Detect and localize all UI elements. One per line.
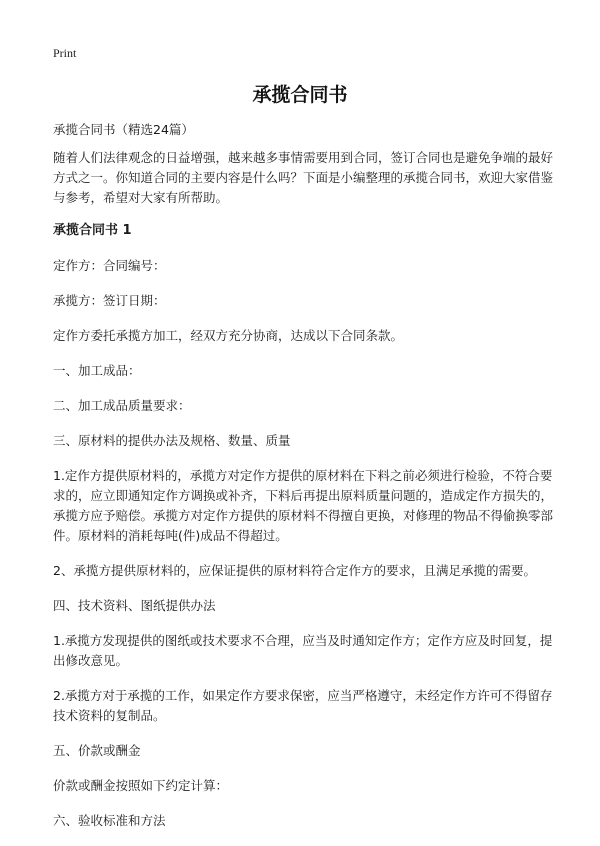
- intro-paragraph: 随着人们法律观念的日益增强，越来越多事情需要用到合同，签订合同也是避免争端的最好方式之一。你知道合同的主要内容是什么吗？下面是小编整理的承揽合同书，欢迎大家借鉴与参考，希望对大家有所帮助。: [53, 150, 554, 205]
- clause-heading-5: 五、价款或酬金: [53, 743, 141, 758]
- paragraph-contractor: 承揽方：签订日期：: [53, 293, 166, 308]
- clause-3-item-2: 2、承揽方提供原材料的，应保证提供的原材料符合定作方的要求，且满足承揽的需要。: [53, 563, 536, 578]
- print-link[interactable]: Print: [53, 46, 77, 60]
- paragraph-client: 定作方：合同编号：: [53, 258, 166, 273]
- section-heading: 承揽合同书 1: [53, 223, 132, 238]
- paragraph-agreement: 定作方委托承揽方加工，经双方充分协商，达成以下合同条款。: [53, 328, 404, 343]
- document-body: [53, 120, 553, 846]
- clause-heading-6: 六、验收标准和方法: [53, 813, 166, 828]
- clause-heading-4: 四、技术资料、图纸提供办法: [53, 598, 216, 613]
- clause-3-item-1: 1.定作方提供原材料的，承揽方对定作方提供的原材料在下料之前必须进行检验，不符合要求的，应立即通知定作方调换或补齐，下料后再提出原料质量问题的，造成定作方损失的，承揽方应予赔偿。承揽方对定作方提供的原材料不得擅自更换，对修理的物品不得偷换零部件。原材料的消耗每吨(件)成品不得超过。: [53, 468, 554, 543]
- clause-4-item-1: 1.承揽方发现提供的图纸或技术要求不合理，应当及时通知定作方；定作方应及时回复，提出修改意见。: [53, 633, 553, 668]
- clause-heading-1: 一、加工成品：: [53, 363, 141, 378]
- clause-heading-3: 三、原材料的提供办法及规格、数量、质量: [53, 433, 291, 448]
- clause-heading-2: 二、加工成品质量要求：: [53, 398, 191, 413]
- document-title: 承揽合同书: [252, 84, 348, 106]
- document-subtitle: 承揽合同书（精选24篇）: [53, 122, 194, 137]
- clause-4-item-2: 2.承揽方对于承揽的工作，如果定作方要求保密，应当严格遵守，未经定作方许可不得留存技术资料的复制品。: [53, 688, 553, 723]
- clause-5-text: 价款或酬金按照如下约定计算：: [53, 778, 229, 793]
